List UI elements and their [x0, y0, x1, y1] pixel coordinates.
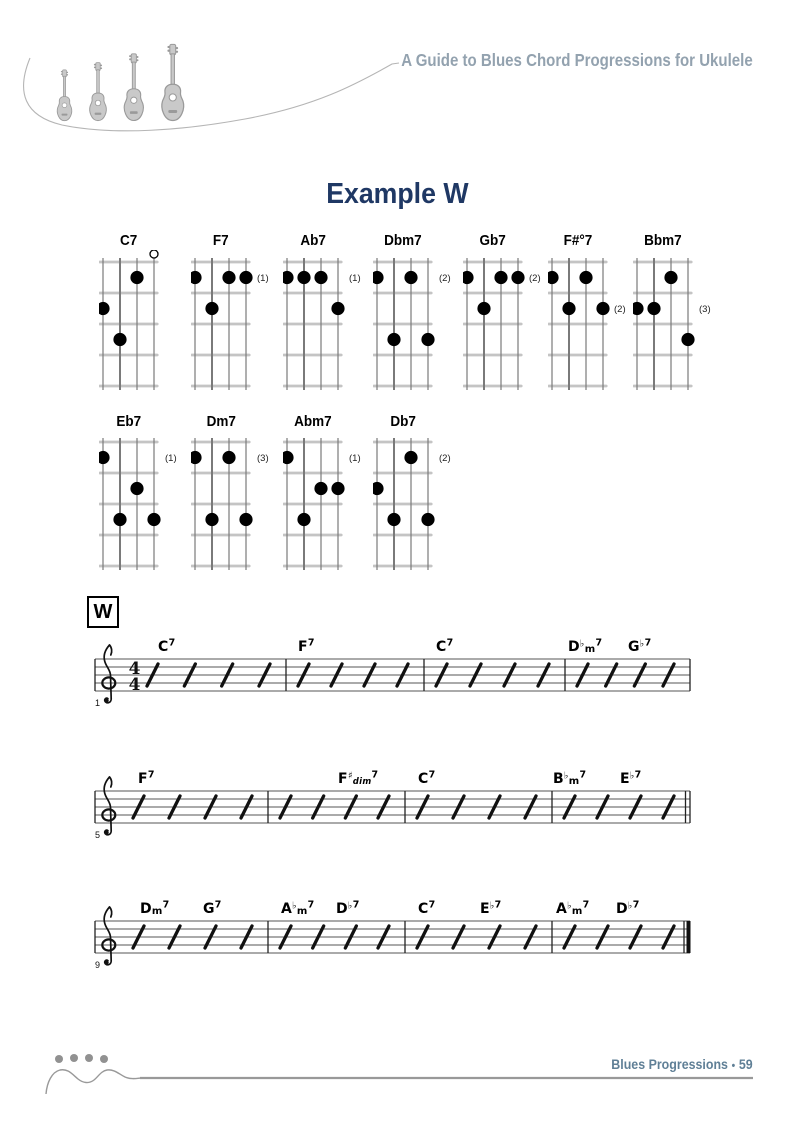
chord-diagram-label: Gb7	[479, 232, 507, 249]
time-signature: 4	[128, 675, 141, 695]
chord-diagram-label: Dbm7	[384, 232, 422, 249]
chord-diagram-F#°7	[548, 250, 640, 396]
chord-symbol: $F^♯_{dim}^7$	[338, 769, 379, 787]
header-swoosh-line	[24, 58, 399, 131]
finger-dot	[494, 271, 507, 284]
fret-position-label: (1)	[165, 453, 177, 464]
header-artwork	[0, 0, 794, 150]
finger-dot	[113, 513, 126, 526]
finger-dot	[99, 451, 110, 464]
finger-dot	[579, 271, 592, 284]
chord-diagram-label: Ab7	[300, 232, 326, 249]
treble-clef-icon	[102, 777, 115, 835]
chord-symbol: $A^♭_m^7$	[281, 899, 315, 917]
finger-dot	[463, 271, 474, 284]
finger-dot	[647, 302, 660, 315]
fret-position-label: (2)	[529, 273, 541, 284]
chord-symbol: $G^7$	[203, 899, 222, 917]
finger-dot	[373, 482, 384, 495]
finger-dot	[633, 302, 644, 315]
chord-symbol: $C^7$	[418, 899, 436, 917]
chord-symbol: $F^7$	[138, 769, 155, 787]
open-string-marker	[150, 250, 158, 258]
ukulele-icon	[90, 63, 107, 121]
finger-dot	[331, 482, 344, 495]
ukulele-icon	[162, 44, 184, 120]
finger-dot	[314, 482, 327, 495]
chord-diagram-Ab7	[283, 250, 375, 396]
footer-squiggle	[46, 1070, 141, 1094]
finger-dot	[239, 513, 252, 526]
finger-dot	[130, 482, 143, 495]
finger-dot	[191, 271, 202, 284]
chord-symbol: D♭7	[336, 899, 360, 917]
footer-section-name: Blues Progressions	[611, 1057, 729, 1072]
chord-symbol: Dm$^7$	[140, 899, 170, 917]
ukulele-icon	[57, 70, 72, 121]
chord-diagram-F7	[191, 250, 283, 396]
footer-dot	[55, 1055, 63, 1063]
staff-line-5	[85, 761, 710, 847]
footer-dot	[70, 1054, 78, 1062]
chord-symbol: $A^♭_m^7$	[556, 899, 590, 917]
staff-line-1	[85, 629, 710, 715]
chord-diagram-Db7	[373, 430, 465, 576]
finger-dot	[664, 271, 677, 284]
fret-position-label: (3)	[257, 453, 269, 464]
section-letter: W	[93, 600, 113, 623]
finger-dot	[421, 333, 434, 346]
finger-dot	[511, 271, 524, 284]
chord-symbol: $C^7$	[436, 637, 454, 655]
section-letter-box	[87, 596, 119, 628]
chord-diagram-label: Bbm7	[644, 232, 682, 249]
finger-dot	[113, 333, 126, 346]
finger-dot	[222, 271, 235, 284]
page-title: Example W	[325, 178, 469, 210]
chord-diagram-label: F#°7	[563, 232, 593, 249]
chord-symbol: G♭7	[628, 637, 652, 655]
finger-dot	[331, 302, 344, 315]
chord-symbol: $C^7$	[158, 637, 176, 655]
chord-diagram-Dm7	[191, 430, 283, 576]
finger-dot	[222, 451, 235, 464]
chord-diagram-C7	[99, 250, 191, 396]
chord-diagram-label: Abm7	[294, 413, 332, 430]
running-header-title: A Guide to Blues Chord Progressions for Ukulele	[401, 50, 753, 70]
chord-diagram-label: F7	[213, 232, 229, 249]
footer-separator: •	[731, 1060, 736, 1072]
chord-symbol: E♭7	[620, 769, 642, 787]
fret-position-label: (2)	[439, 273, 451, 284]
finger-dot	[387, 513, 400, 526]
finger-dot	[404, 271, 417, 284]
finger-dot	[477, 302, 490, 315]
finger-dot	[297, 513, 310, 526]
chord-diagram-Dbm7	[373, 250, 465, 396]
chord-diagram-label: Db7	[390, 413, 416, 430]
chord-symbol: $F^7$	[298, 637, 315, 655]
fret-position-label: (1)	[349, 273, 361, 284]
fret-position-label: (2)	[614, 304, 626, 315]
fret-position-label: (3)	[699, 304, 711, 315]
chord-diagram-label: Dm7	[206, 413, 236, 430]
finger-dot	[239, 271, 252, 284]
final-barline	[687, 921, 691, 953]
finger-dot	[283, 451, 294, 464]
chord-symbol: $B^♭_m^7$	[553, 769, 587, 787]
fret-position-label: (1)	[349, 453, 361, 464]
finger-dot	[205, 302, 218, 315]
finger-dot	[130, 271, 143, 284]
finger-dot	[421, 513, 434, 526]
finger-dot	[297, 271, 310, 284]
chord-symbol: $C^7$	[418, 769, 436, 787]
footer-dot	[85, 1054, 93, 1062]
measure-number: 1	[95, 698, 101, 708]
fret-position-label: (1)	[257, 273, 269, 284]
page-number: 59	[739, 1057, 753, 1072]
finger-dot	[205, 513, 218, 526]
finger-dot	[548, 271, 559, 284]
chord-diagram-Eb7	[99, 430, 191, 576]
finger-dot	[373, 271, 384, 284]
treble-clef-icon	[102, 645, 115, 703]
finger-dot	[314, 271, 327, 284]
footer-artwork	[0, 1045, 794, 1105]
treble-clef-icon	[102, 907, 115, 965]
finger-dot	[681, 333, 694, 346]
chord-diagram-Gb7	[463, 250, 555, 396]
chord-diagram-Bbm7	[633, 250, 725, 396]
chord-symbol: E♭7	[480, 899, 502, 917]
chord-diagram-Abm7	[283, 430, 375, 576]
chord-symbol: $D^♭_m^7$	[568, 637, 603, 655]
measure-number: 9	[95, 960, 101, 970]
finger-dot	[404, 451, 417, 464]
measure-number: 5	[95, 830, 101, 840]
finger-dot	[562, 302, 575, 315]
staff-line-9	[85, 891, 710, 977]
finger-dot	[191, 451, 202, 464]
finger-dot	[283, 271, 294, 284]
ukulele-icon	[124, 54, 143, 121]
finger-dot	[387, 333, 400, 346]
time-signature: 4	[128, 659, 141, 679]
fret-position-label: (2)	[439, 453, 451, 464]
chord-diagram-label: Eb7	[116, 413, 142, 430]
finger-dot	[147, 513, 160, 526]
page-footer	[599, 1057, 753, 1072]
footer-dot	[100, 1055, 108, 1063]
chord-diagram-label: C7	[120, 232, 138, 249]
chord-symbol: D♭7	[616, 899, 640, 917]
finger-dot	[596, 302, 609, 315]
finger-dot	[99, 302, 110, 315]
